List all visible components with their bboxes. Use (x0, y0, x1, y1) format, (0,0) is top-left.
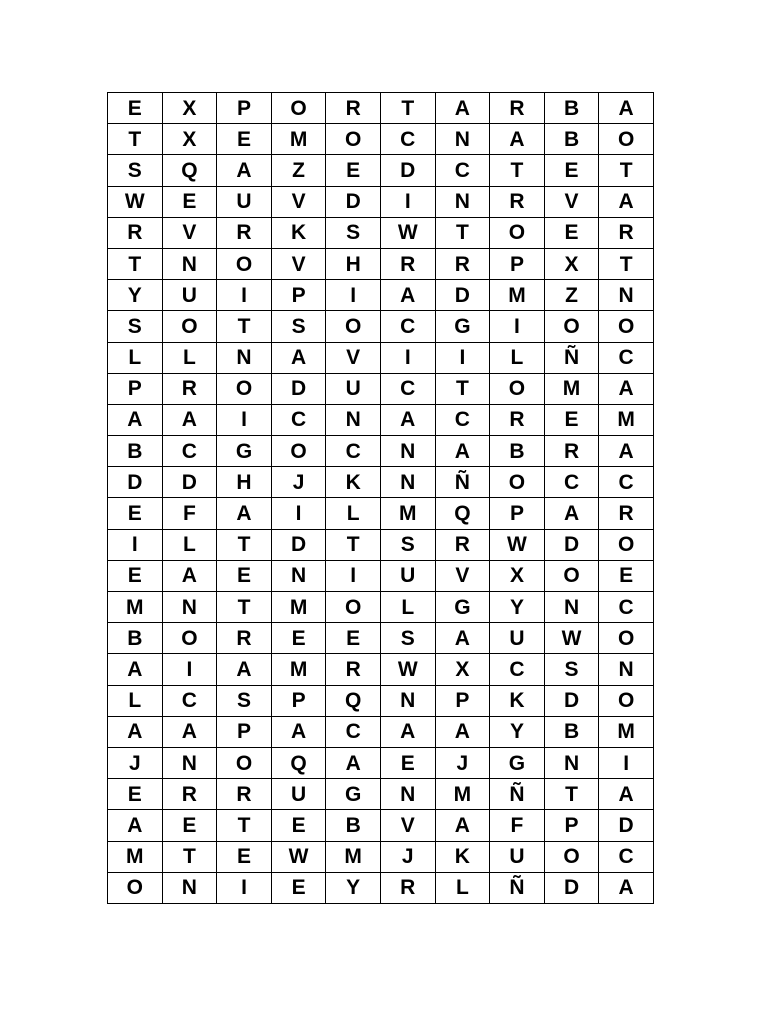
grid-cell-letter: A (217, 654, 272, 685)
grid-cell-letter: A (435, 93, 490, 124)
grid-cell-letter: D (544, 685, 599, 716)
grid-cell-letter: M (544, 373, 599, 404)
grid-cell-letter: M (271, 654, 326, 685)
grid-cell-letter: S (108, 311, 163, 342)
grid-row (108, 498, 654, 529)
grid-cell-letter: N (380, 779, 435, 810)
grid-cell-letter: A (599, 186, 654, 217)
grid-cell-letter: A (599, 872, 654, 903)
grid-cell-letter: O (217, 747, 272, 778)
grid-cell-letter: N (599, 280, 654, 311)
grid-cell-letter: L (435, 872, 490, 903)
grid-cell-letter: E (544, 155, 599, 186)
grid-cell-letter: H (217, 467, 272, 498)
grid-cell-letter: E (217, 560, 272, 591)
grid-cell-letter: X (435, 654, 490, 685)
grid-cell-letter: P (271, 280, 326, 311)
grid-cell-letter: A (435, 810, 490, 841)
grid-cell-letter: E (544, 404, 599, 435)
grid-cell-letter: O (599, 529, 654, 560)
grid-cell-letter: V (435, 560, 490, 591)
grid-cell-letter: E (544, 217, 599, 248)
grid-cell-letter: T (544, 779, 599, 810)
grid-cell-letter: K (435, 841, 490, 872)
grid-cell-letter: R (162, 373, 217, 404)
grid-cell-letter: A (599, 373, 654, 404)
grid-cell-letter: M (380, 498, 435, 529)
grid-cell-letter: R (380, 248, 435, 279)
grid-cell-letter: D (271, 373, 326, 404)
grid-cell-letter: C (162, 436, 217, 467)
grid-cell-letter: T (108, 124, 163, 155)
grid-cell-letter: A (435, 436, 490, 467)
grid-cell-letter: T (217, 311, 272, 342)
grid-cell-letter: T (435, 217, 490, 248)
grid-cell-letter: U (326, 373, 381, 404)
grid-cell-letter: A (599, 779, 654, 810)
grid-cell-letter: S (108, 155, 163, 186)
grid-cell-letter: M (326, 841, 381, 872)
grid-cell-letter: A (435, 716, 490, 747)
grid-cell-letter: W (490, 529, 545, 560)
grid-cell-letter: Ñ (435, 467, 490, 498)
grid-cell-letter: A (162, 716, 217, 747)
grid-cell-letter: E (217, 841, 272, 872)
grid-row (108, 841, 654, 872)
grid-cell-letter: N (162, 592, 217, 623)
word-search-grid (107, 92, 654, 904)
grid-cell-letter: D (326, 186, 381, 217)
grid-cell-letter: O (599, 685, 654, 716)
grid-cell-letter: S (380, 623, 435, 654)
grid-row (108, 280, 654, 311)
grid-cell-letter: C (435, 404, 490, 435)
grid-row (108, 623, 654, 654)
grid-cell-letter: C (599, 841, 654, 872)
grid-cell-letter: U (162, 280, 217, 311)
grid-cell-letter: M (108, 841, 163, 872)
grid-cell-letter: A (217, 498, 272, 529)
grid-cell-letter: I (271, 498, 326, 529)
grid-cell-letter: G (435, 592, 490, 623)
grid-cell-letter: N (326, 404, 381, 435)
grid-cell-letter: B (544, 124, 599, 155)
grid-cell-letter: Y (490, 716, 545, 747)
grid-cell-letter: I (162, 654, 217, 685)
grid-cell-letter: T (490, 155, 545, 186)
grid-cell-letter: P (490, 498, 545, 529)
grid-cell-letter: D (435, 280, 490, 311)
grid-cell-letter: C (599, 342, 654, 373)
grid-cell-letter: A (271, 716, 326, 747)
grid-cell-letter: R (217, 779, 272, 810)
grid-cell-letter: R (162, 779, 217, 810)
grid-cell-letter: I (326, 560, 381, 591)
grid-cell-letter: C (380, 124, 435, 155)
grid-row (108, 747, 654, 778)
grid-cell-letter: B (108, 436, 163, 467)
grid-cell-letter: L (108, 685, 163, 716)
grid-cell-letter: T (108, 248, 163, 279)
grid-cell-letter: O (162, 623, 217, 654)
grid-cell-letter: E (380, 747, 435, 778)
grid-cell-letter: A (380, 716, 435, 747)
grid-cell-letter: L (380, 592, 435, 623)
grid-cell-letter: E (162, 810, 217, 841)
grid-cell-letter: Z (271, 155, 326, 186)
grid-cell-letter: E (217, 124, 272, 155)
grid-row (108, 872, 654, 903)
grid-cell-letter: I (217, 872, 272, 903)
grid-cell-letter: O (544, 311, 599, 342)
grid-cell-letter: W (544, 623, 599, 654)
grid-cell-letter: R (435, 248, 490, 279)
grid-cell-letter: O (108, 872, 163, 903)
grid-cell-letter: W (108, 186, 163, 217)
grid-cell-letter: E (271, 623, 326, 654)
grid-cell-letter: T (599, 248, 654, 279)
grid-cell-letter: P (217, 716, 272, 747)
grid-cell-letter: T (217, 592, 272, 623)
grid-cell-letter: C (544, 467, 599, 498)
grid-row (108, 217, 654, 248)
grid-cell-letter: R (490, 93, 545, 124)
grid-cell-letter: C (271, 404, 326, 435)
grid-cell-letter: R (108, 217, 163, 248)
grid-cell-letter: E (162, 186, 217, 217)
grid-cell-letter: Ñ (490, 872, 545, 903)
grid-cell-letter: E (108, 560, 163, 591)
grid-cell-letter: C (599, 467, 654, 498)
grid-row (108, 685, 654, 716)
grid-cell-letter: O (599, 124, 654, 155)
grid-row (108, 560, 654, 591)
grid-cell-letter: E (108, 779, 163, 810)
grid-cell-letter: L (162, 342, 217, 373)
grid-cell-letter: R (490, 404, 545, 435)
grid-cell-letter: I (326, 280, 381, 311)
grid-cell-letter: N (271, 560, 326, 591)
grid-cell-letter: V (326, 342, 381, 373)
grid-cell-letter: K (271, 217, 326, 248)
grid-cell-letter: N (435, 186, 490, 217)
grid-cell-letter: X (490, 560, 545, 591)
grid-cell-letter: V (380, 810, 435, 841)
grid-cell-letter: R (490, 186, 545, 217)
grid-cell-letter: P (271, 685, 326, 716)
grid-cell-letter: M (490, 280, 545, 311)
grid-cell-letter: R (599, 217, 654, 248)
grid-cell-letter: O (599, 311, 654, 342)
grid-cell-letter: Y (490, 592, 545, 623)
grid-row (108, 311, 654, 342)
grid-cell-letter: W (380, 217, 435, 248)
grid-row (108, 592, 654, 623)
grid-cell-letter: A (599, 93, 654, 124)
grid-cell-letter: P (490, 248, 545, 279)
grid-cell-letter: A (599, 436, 654, 467)
grid-cell-letter: V (544, 186, 599, 217)
grid-cell-letter: W (380, 654, 435, 685)
grid-cell-letter: M (599, 404, 654, 435)
grid-cell-letter: I (380, 342, 435, 373)
grid-cell-letter: A (108, 810, 163, 841)
grid-cell-letter: R (326, 93, 381, 124)
grid-cell-letter: U (271, 779, 326, 810)
grid-cell-letter: N (380, 685, 435, 716)
grid-cell-letter: O (490, 373, 545, 404)
grid-cell-letter: O (217, 248, 272, 279)
grid-cell-letter: R (326, 654, 381, 685)
grid-cell-letter: A (162, 404, 217, 435)
grid-cell-letter: A (217, 155, 272, 186)
grid-cell-letter: I (108, 529, 163, 560)
grid-cell-letter: O (217, 373, 272, 404)
grid-cell-letter: C (380, 311, 435, 342)
grid-cell-letter: P (544, 810, 599, 841)
grid-cell-letter: T (217, 810, 272, 841)
grid-cell-letter: O (544, 560, 599, 591)
grid-cell-letter: M (271, 592, 326, 623)
grid-cell-letter: E (271, 872, 326, 903)
grid-row (108, 654, 654, 685)
grid-row (108, 93, 654, 124)
grid-cell-letter: O (271, 93, 326, 124)
grid-row (108, 529, 654, 560)
grid-cell-letter: B (326, 810, 381, 841)
grid-cell-letter: T (217, 529, 272, 560)
grid-cell-letter: P (217, 93, 272, 124)
grid-cell-letter: A (108, 716, 163, 747)
grid-cell-letter: J (380, 841, 435, 872)
grid-cell-letter: Q (162, 155, 217, 186)
grid-cell-letter: T (435, 373, 490, 404)
grid-cell-letter: W (271, 841, 326, 872)
grid-cell-letter: T (380, 93, 435, 124)
grid-cell-letter: E (326, 623, 381, 654)
grid-cell-letter: N (380, 467, 435, 498)
grid-cell-letter: I (217, 280, 272, 311)
grid-cell-letter: O (490, 467, 545, 498)
grid-cell-letter: V (271, 248, 326, 279)
grid-row (108, 436, 654, 467)
grid-cell-letter: N (162, 248, 217, 279)
grid-cell-letter: N (544, 747, 599, 778)
grid-row (108, 810, 654, 841)
grid-cell-letter: J (108, 747, 163, 778)
grid-cell-letter: F (490, 810, 545, 841)
grid-cell-letter: M (271, 124, 326, 155)
grid-cell-letter: R (435, 529, 490, 560)
grid-cell-letter: B (108, 623, 163, 654)
grid-cell-letter: B (544, 93, 599, 124)
grid-row (108, 248, 654, 279)
grid-cell-letter: A (435, 623, 490, 654)
grid-cell-letter: N (217, 342, 272, 373)
grid-cell-letter: O (490, 217, 545, 248)
grid-cell-letter: F (162, 498, 217, 529)
grid-cell-letter: D (380, 155, 435, 186)
grid-cell-letter: G (326, 779, 381, 810)
grid-cell-letter: A (108, 404, 163, 435)
grid-cell-letter: E (271, 810, 326, 841)
grid-cell-letter: M (599, 716, 654, 747)
grid-cell-letter: X (162, 124, 217, 155)
grid-cell-letter: G (435, 311, 490, 342)
grid-cell-letter: T (162, 841, 217, 872)
grid-cell-letter: U (490, 623, 545, 654)
grid-cell-letter: A (490, 124, 545, 155)
grid-cell-letter: O (326, 592, 381, 623)
grid-cell-letter: E (108, 498, 163, 529)
grid-cell-letter: N (544, 592, 599, 623)
grid-cell-letter: N (162, 872, 217, 903)
grid-cell-letter: P (435, 685, 490, 716)
grid-cell-letter: T (599, 155, 654, 186)
grid-cell-letter: X (544, 248, 599, 279)
grid-cell-letter: J (435, 747, 490, 778)
grid-cell-letter: P (108, 373, 163, 404)
grid-row (108, 467, 654, 498)
grid-cell-letter: L (162, 529, 217, 560)
grid-cell-letter: R (599, 498, 654, 529)
grid-cell-letter: A (380, 280, 435, 311)
grid-cell-letter: K (490, 685, 545, 716)
grid-cell-letter: X (162, 93, 217, 124)
grid-cell-letter: C (435, 155, 490, 186)
grid-cell-letter: G (217, 436, 272, 467)
grid-cell-letter: K (326, 467, 381, 498)
grid-cell-letter: S (271, 311, 326, 342)
grid-cell-letter: R (380, 872, 435, 903)
grid-cell-letter: I (380, 186, 435, 217)
grid-cell-letter: S (544, 654, 599, 685)
grid-cell-letter: D (271, 529, 326, 560)
grid-cell-letter: Q (326, 685, 381, 716)
grid-cell-letter: O (544, 841, 599, 872)
grid-row (108, 779, 654, 810)
grid-cell-letter: A (544, 498, 599, 529)
grid-cell-letter: A (271, 342, 326, 373)
grid-cell-letter: D (162, 467, 217, 498)
grid-cell-letter: U (490, 841, 545, 872)
grid-cell-letter: Z (544, 280, 599, 311)
grid-cell-letter: E (326, 155, 381, 186)
grid-cell-letter: R (217, 217, 272, 248)
grid-cell-letter: O (271, 436, 326, 467)
grid-row (108, 124, 654, 155)
grid-cell-letter: O (326, 311, 381, 342)
grid-cell-letter: I (217, 404, 272, 435)
grid-row (108, 404, 654, 435)
grid-cell-letter: E (599, 560, 654, 591)
grid-cell-letter: R (217, 623, 272, 654)
grid-row (108, 342, 654, 373)
grid-cell-letter: Q (435, 498, 490, 529)
grid-cell-letter: G (490, 747, 545, 778)
grid-cell-letter: D (108, 467, 163, 498)
grid-cell-letter: Ñ (490, 779, 545, 810)
grid-cell-letter: A (108, 654, 163, 685)
grid-cell-letter: C (599, 592, 654, 623)
grid-row (108, 186, 654, 217)
grid-cell-letter: B (544, 716, 599, 747)
grid-cell-letter: A (162, 560, 217, 591)
grid-cell-letter: C (380, 373, 435, 404)
grid-cell-letter: I (435, 342, 490, 373)
grid-row (108, 373, 654, 404)
word-search-grid-body (108, 93, 654, 904)
grid-cell-letter: S (326, 217, 381, 248)
grid-cell-letter: O (162, 311, 217, 342)
grid-cell-letter: L (108, 342, 163, 373)
grid-cell-letter: C (490, 654, 545, 685)
grid-cell-letter: M (108, 592, 163, 623)
grid-cell-letter: N (435, 124, 490, 155)
grid-cell-letter: U (380, 560, 435, 591)
grid-cell-letter: D (544, 872, 599, 903)
grid-cell-letter: C (326, 716, 381, 747)
grid-cell-letter: Y (326, 872, 381, 903)
grid-cell-letter: T (326, 529, 381, 560)
grid-cell-letter: A (380, 404, 435, 435)
grid-cell-letter: L (490, 342, 545, 373)
grid-cell-letter: Q (271, 747, 326, 778)
grid-cell-letter: B (490, 436, 545, 467)
grid-cell-letter: U (217, 186, 272, 217)
grid-row (108, 716, 654, 747)
grid-cell-letter: J (271, 467, 326, 498)
grid-cell-letter: A (326, 747, 381, 778)
grid-cell-letter: L (326, 498, 381, 529)
grid-row (108, 155, 654, 186)
grid-cell-letter: I (599, 747, 654, 778)
grid-cell-letter: Y (108, 280, 163, 311)
grid-cell-letter: C (162, 685, 217, 716)
grid-cell-letter: H (326, 248, 381, 279)
grid-cell-letter: I (490, 311, 545, 342)
grid-cell-letter: E (108, 93, 163, 124)
grid-cell-letter: S (217, 685, 272, 716)
grid-cell-letter: S (380, 529, 435, 560)
grid-cell-letter: V (271, 186, 326, 217)
grid-cell-letter: N (162, 747, 217, 778)
grid-cell-letter: N (380, 436, 435, 467)
grid-cell-letter: Ñ (544, 342, 599, 373)
grid-cell-letter: N (599, 654, 654, 685)
grid-cell-letter: D (599, 810, 654, 841)
grid-cell-letter: V (162, 217, 217, 248)
grid-cell-letter: D (544, 529, 599, 560)
grid-cell-letter: M (435, 779, 490, 810)
grid-cell-letter: O (326, 124, 381, 155)
grid-cell-letter: R (544, 436, 599, 467)
grid-cell-letter: C (326, 436, 381, 467)
grid-cell-letter: O (599, 623, 654, 654)
